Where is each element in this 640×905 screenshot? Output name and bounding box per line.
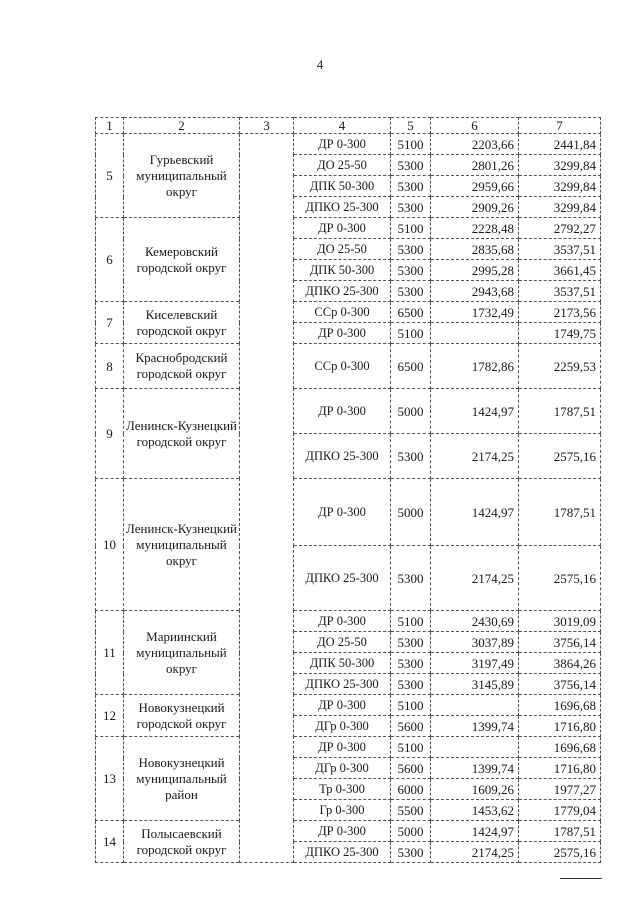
header-cell: 2 [124,118,240,134]
value-col7: 1787,51 [519,389,601,434]
product-code: ДГр 0-300 [294,716,391,737]
value-col5: 5000 [391,389,431,434]
value-col5: 5300 [391,281,431,302]
value-col5: 5500 [391,800,431,821]
municipality-name: Полысаевский городской округ [124,821,240,863]
column-3-empty [240,134,294,863]
value-col6: 1424,97 [431,479,519,546]
footer-rule [560,878,602,879]
value-col6 [431,695,519,716]
row-number: 11 [96,611,124,695]
value-col5: 5100 [391,611,431,632]
value-col5: 5000 [391,479,431,546]
product-code: ДР 0-300 [294,389,391,434]
municipality-name: Новокузнецкий городской округ [124,695,240,737]
product-code: ДПКО 25-300 [294,546,391,611]
product-code: ДПК 50-300 [294,653,391,674]
table-row [96,737,601,758]
table-row [96,302,601,323]
value-col6: 1399,74 [431,716,519,737]
value-col6: 1399,74 [431,758,519,779]
value-col5: 5100 [391,134,431,155]
product-code: ДР 0-300 [294,323,391,344]
value-col6: 2909,26 [431,197,519,218]
value-col6: 1424,97 [431,821,519,842]
value-col6: 1732,49 [431,302,519,323]
value-col6: 2174,25 [431,842,519,863]
value-col6: 2174,25 [431,546,519,611]
page-number: 4 [316,57,324,72]
value-col5: 5300 [391,155,431,176]
product-code: ДО 25-50 [294,632,391,653]
value-col6: 3145,89 [431,674,519,695]
value-col7: 1696,68 [519,737,601,758]
value-col5: 5300 [391,842,431,863]
row-number: 6 [96,218,124,302]
product-code: ДПКО 25-300 [294,197,391,218]
product-code: ДПК 50-300 [294,260,391,281]
value-col7: 1977,27 [519,779,601,800]
value-col7: 2575,16 [519,434,601,479]
municipality-name: Краснобродский городской округ [124,344,240,389]
value-col6: 2959,66 [431,176,519,197]
product-code: Гр 0-300 [294,800,391,821]
value-col7: 3537,51 [519,239,601,260]
value-col5: 5300 [391,434,431,479]
product-code: ДПК 50-300 [294,176,391,197]
value-col5: 5300 [391,260,431,281]
product-code: ДПКО 25-300 [294,434,391,479]
value-col7: 3864,26 [519,653,601,674]
tariff-table [95,117,601,863]
value-col7: 2173,56 [519,302,601,323]
header-row [96,118,601,134]
product-code: ДР 0-300 [294,737,391,758]
value-col6: 1453,62 [431,800,519,821]
value-col5: 5000 [391,821,431,842]
value-col7: 3661,45 [519,260,601,281]
product-code: ДГр 0-300 [294,758,391,779]
product-code: ДПКО 25-300 [294,674,391,695]
value-col7: 3756,14 [519,632,601,653]
value-col7: 1716,80 [519,716,601,737]
value-col6: 2228,48 [431,218,519,239]
product-code: ДР 0-300 [294,821,391,842]
municipality-name: Киселевский городской округ [124,302,240,344]
value-col5: 5300 [391,632,431,653]
table-row [96,344,601,389]
product-code: ДО 25-50 [294,155,391,176]
header-cell: 3 [240,118,294,134]
municipality-name: Кемеровский городской округ [124,218,240,302]
value-col6: 1424,97 [431,389,519,434]
header-cell: 6 [431,118,519,134]
product-code: ДР 0-300 [294,218,391,239]
value-col5: 5300 [391,546,431,611]
value-col7: 3299,84 [519,155,601,176]
product-code: ССр 0-300 [294,302,391,323]
table-row [96,695,601,716]
value-col5: 6500 [391,344,431,389]
header-cell: 1 [96,118,124,134]
value-col7: 3756,14 [519,674,601,695]
value-col6: 2943,68 [431,281,519,302]
value-col7: 3299,84 [519,176,601,197]
value-col6: 2995,28 [431,260,519,281]
row-number: 13 [96,737,124,821]
value-col6: 1609,26 [431,779,519,800]
municipality-name: Мариинский муниципальный округ [124,611,240,695]
value-col5: 5300 [391,653,431,674]
value-col6: 2203,66 [431,134,519,155]
table-body [96,118,601,863]
table-row [96,821,601,842]
value-col7: 3019,09 [519,611,601,632]
value-col6: 1782,86 [431,344,519,389]
product-code: ДР 0-300 [294,134,391,155]
row-number: 10 [96,479,124,611]
product-code: ССр 0-300 [294,344,391,389]
row-number: 12 [96,695,124,737]
table-row [96,218,601,239]
value-col7: 2575,16 [519,842,601,863]
municipality-name: Новокузнецкий муниципальный район [124,737,240,821]
value-col7: 1787,51 [519,821,601,842]
value-col6 [431,323,519,344]
product-code: ДПКО 25-300 [294,842,391,863]
value-col6: 2835,68 [431,239,519,260]
value-col5: 5600 [391,716,431,737]
value-col7: 1716,80 [519,758,601,779]
value-col7: 1696,68 [519,695,601,716]
value-col5: 5100 [391,323,431,344]
value-col6: 2430,69 [431,611,519,632]
value-col6 [431,737,519,758]
table-row [96,479,601,546]
municipality-name: Ленинск-Кузнецкий муниципальный округ [124,479,240,611]
product-code: ДР 0-300 [294,479,391,546]
value-col5: 5300 [391,197,431,218]
value-col6: 2174,25 [431,434,519,479]
header-cell: 4 [294,118,391,134]
value-col7: 2441,84 [519,134,601,155]
row-number: 9 [96,389,124,479]
table-row [96,134,601,155]
row-number: 5 [96,134,124,218]
value-col5: 6000 [391,779,431,800]
product-code: ДО 25-50 [294,239,391,260]
value-col6: 3197,49 [431,653,519,674]
value-col7: 1749,75 [519,323,601,344]
value-col7: 2259,53 [519,344,601,389]
product-code: ДР 0-300 [294,695,391,716]
value-col7: 1787,51 [519,479,601,546]
value-col7: 1779,04 [519,800,601,821]
value-col5: 5100 [391,218,431,239]
value-col7: 3537,51 [519,281,601,302]
table-row [96,611,601,632]
value-col7: 2792,27 [519,218,601,239]
row-number: 7 [96,302,124,344]
table-row [96,389,601,434]
value-col5: 5100 [391,695,431,716]
value-col5: 5300 [391,239,431,260]
value-col5: 6500 [391,302,431,323]
row-number: 8 [96,344,124,389]
product-code: ДР 0-300 [294,611,391,632]
value-col5: 5300 [391,176,431,197]
municipality-name: Ленинск-Кузнецкий городской округ [124,389,240,479]
product-code: ДПКО 25-300 [294,281,391,302]
row-number: 14 [96,821,124,863]
value-col7: 3299,84 [519,197,601,218]
product-code: Тр 0-300 [294,779,391,800]
value-col6: 2801,26 [431,155,519,176]
value-col5: 5300 [391,674,431,695]
value-col7: 2575,16 [519,546,601,611]
header-cell: 5 [391,118,431,134]
value-col6: 3037,89 [431,632,519,653]
value-col5: 5600 [391,758,431,779]
header-cell: 7 [519,118,601,134]
value-col5: 5100 [391,737,431,758]
municipality-name: Гурьевский муниципальный округ [124,134,240,218]
